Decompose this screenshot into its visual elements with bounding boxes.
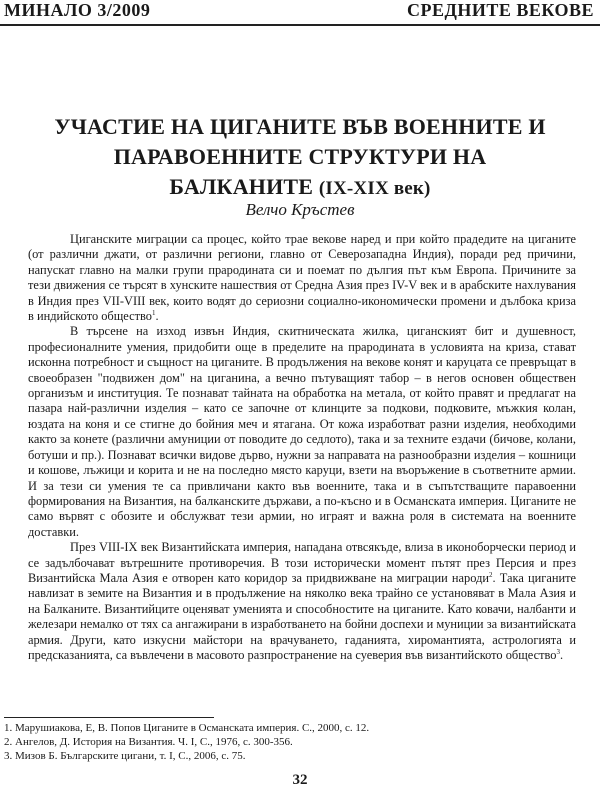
header-divider <box>0 24 600 26</box>
paragraph-3 <box>28 540 576 663</box>
footnote-divider <box>4 717 214 718</box>
paragraph-tail: . Така циганите навлизат в земите на Византия и в продължение на няколко века трайно се установяват в Мала Азия и на Балканите. Византийците оценяват уменията и способностите на циганите. Като ковачи, налбанти и железари немалко от тях са ангажирани в изработването на бойни доспехи и муниции за византийската армия. Други, като изкусни майстори на врачуването, гаданията, хиромантията, астрологията и предсказанията, са въвлечени в масовото разпространение на суеверия във византийското общество <box>28 570 577 662</box>
paragraph-2 <box>28 324 576 540</box>
paragraph-tail: . <box>155 309 159 324</box>
article-body <box>28 232 576 663</box>
article-title-line-1: УЧАСТИЕ НА ЦИГАНИТЕ ВЪВ ВОЕННИТЕ И <box>54 114 546 139</box>
footnote-ref: 2 <box>489 570 493 579</box>
article-title-period: (IX-XIX век) <box>318 178 431 199</box>
footnote-ref: 3 <box>556 647 560 656</box>
article-title <box>20 112 580 204</box>
footnote-1: 1. Марушиакова, Е, В. Попов Циганите в Османската империя. С., 2000, с. 12. <box>4 722 370 734</box>
article-title-line-3-main: БАЛКАНИТЕ <box>169 174 319 199</box>
footnote-ref: 1 <box>151 308 156 317</box>
page-number: 32 <box>292 772 308 788</box>
footnote-2: 2. Ангелов, Д. История на Византия. Ч. I, С., 1976, с. 300-356. <box>4 736 293 748</box>
paragraph-text: Циганските миграции са процес, който трае векове наред и при който прадедите на циганите (от различни джати, от различни региони, главно от Северозападна Индия), поради ред причини, напускат главно на малки групи прародината си и поемат по дългия път към Европа. Причините за тези движения се търсят в хунските нашествия от Средна Азия през IV-V век и в арабските нахлувания в Индия през VII-VIII век, които водят до сериозни социално-икономически промени и дълбока криза в индийското общество <box>28 232 576 324</box>
section-label: СРЕДНИТЕ ВЕКОВЕ <box>406 0 594 20</box>
running-header <box>0 0 600 24</box>
paragraph-end: . <box>559 647 564 662</box>
article-author: Велчо Кръстев <box>245 200 355 219</box>
paragraph-text: През VIII-IX век Византийската империя, нападана отвсякъде, влиза в иконоборчески период и се задълбочават вътрешните противоречия. В този исторически момент пътят през Персия и през Византийска Мала Азия е отворен като коридор за придвижване на миграции народи <box>28 540 576 585</box>
paragraph-1 <box>28 232 576 324</box>
paragraph-text: В търсене на изход извън Индия, скитническата жилка, циганският бит и душевност, професионалните умения, придобити още в пределите на прародината в условията на криза, стават исконна потребност и същност на циганите. В продължения на векове конят и каруцата се превръщат в своеобразен "подвижен дом" на циганина, а вечно пътуващият табор – в негов основен обществен организъм и институция. Те познават тайната на обработка на метала, от който правят и предлагат на пазара най-различни изделия – като се започне от клинците за подкови, подковите, мъжкия колан, юздата на коня и се стигне до бойния меч и ятагана. От кожа изработват разни изделия, необходими както за конете (различни амуниции от поводите до седлото), така и за техните ездачи (бичове, колани, ботуши и пр.). Познават всички видове дърво, нужни за направата на разнообразни изделия – кошници и кошове, лъжици и корита и не на последно място каруци, взети на въоръжение в съответните армии. И за тези си умения те са привличани както във военните, така и в съпътстващите паравоенни формирования на Византия, на балканските държави, а по-късно и в Османската империя. Циганите не само вървят с обозите и обслужват тези армии, но играят и важна роля в системата на военните доставки. <box>28 324 576 539</box>
footnote-3: 3. Мизов Б. Българските цигани, т. I, С., 2006, с. 75. <box>4 750 246 762</box>
article-title-line-2: ПАРАВОЕННИТЕ СТРУКТУРИ НА <box>113 144 487 169</box>
journal-issue-label: МИНАЛО 3/2009 <box>4 0 151 20</box>
footnotes <box>4 721 564 763</box>
